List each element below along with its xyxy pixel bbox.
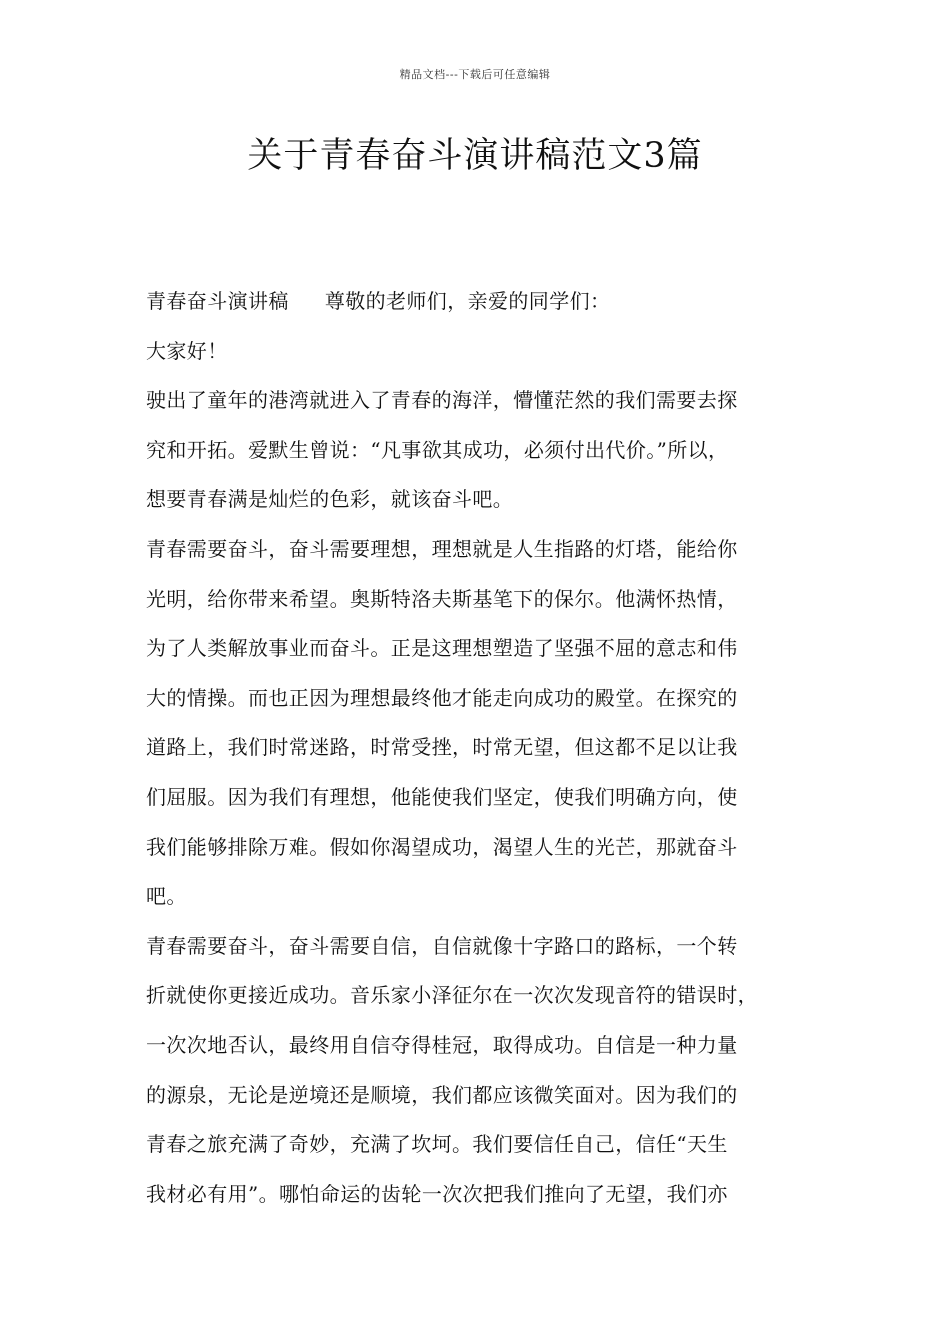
body-line: 究和开拓。爱默生曾说：“凡事欲其成功，必须付出代价。”所以，	[146, 437, 729, 462]
body-line: 吧。	[146, 884, 187, 909]
body-line: 想要青春满是灿烂的色彩，就该奋斗吧。	[146, 487, 514, 512]
body-line: 的源泉，无论是逆境还是顺境，我们都应该微笑面对。因为我们的	[146, 1082, 738, 1107]
body-line: 折就使你更接近成功。音乐家小泽征尔在一次次发现音符的错误时，	[146, 983, 758, 1008]
document-body	[146, 283, 826, 1225]
body-line: 驶出了童年的港湾就进入了青春的海洋，懵懂茫然的我们需要去探	[146, 388, 738, 413]
body-line: 一次次地否认，最终用自信夺得桂冠，取得成功。自信是一种力量	[146, 1032, 738, 1057]
body-line: 为了人类解放事业而奋斗。正是这理想塑造了坚强不屈的意志和伟	[146, 636, 738, 661]
document-title: 关于青春奋斗演讲稿范文3篇	[247, 136, 703, 176]
header-note: 精品文档---下载后可任意编辑	[399, 68, 551, 81]
opening-line	[146, 283, 826, 333]
body-line: 大的情操。而也正因为理想最终他才能走向成功的殿堂。在探究的	[146, 685, 738, 710]
body-line: 光明，给你带来希望。奥斯特洛夫斯基笔下的保尔。他满怀热情，	[146, 586, 738, 611]
speech-heading: 青春奋斗演讲稿	[146, 289, 289, 313]
body-line: 青春需要奋斗，奋斗需要理想，理想就是人生指路的灯塔，能给你	[146, 536, 738, 561]
salutation: 尊敬的老师们，亲爱的同学们：	[324, 289, 611, 313]
body-line: 我材必有用”。哪怕命运的齿轮一次次把我们推向了无望，我们亦	[146, 1181, 728, 1206]
body-line: 们屈服。因为我们有理想，他能使我们坚定，使我们明确方向，使	[146, 784, 738, 809]
body-line: 青春之旅充满了奇妙，充满了坎坷。我们要信任自己，信任“天生	[146, 1132, 728, 1157]
body-line: 我们能够排除万难。假如你渴望成功，渴望人生的光芒，那就奋斗	[146, 834, 738, 859]
body-line: 大家好！	[146, 338, 228, 363]
body-line: 青春需要奋斗，奋斗需要自信，自信就像十字路口的路标，一个转	[146, 933, 738, 958]
body-line: 道路上，我们时常迷路，时常受挫，时常无望，但这都不足以让我	[146, 735, 738, 760]
